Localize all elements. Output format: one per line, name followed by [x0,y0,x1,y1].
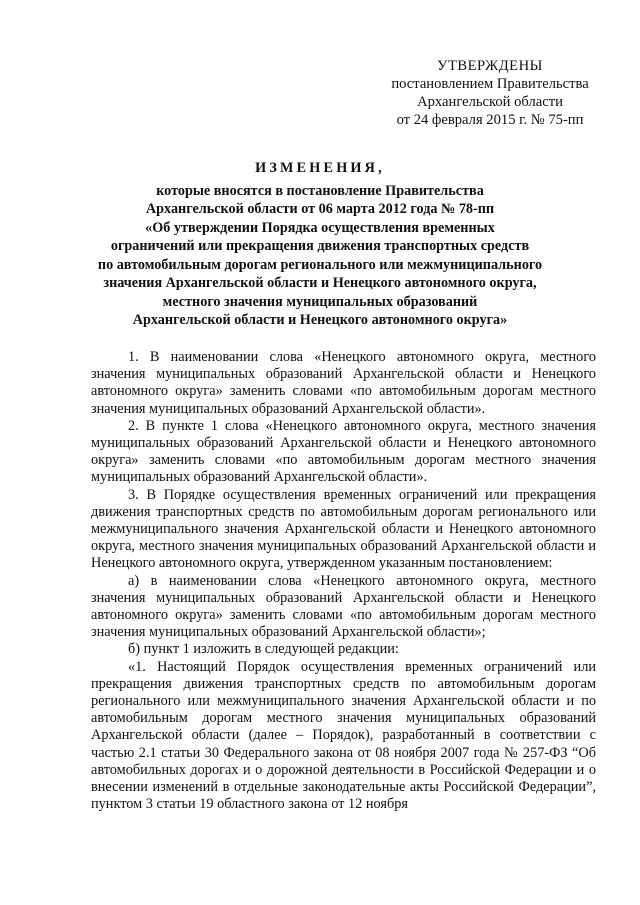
title-line: ограничений или прекращения движения транспортных средств [110,238,530,254]
paragraph-1: 1. В наименовании слова «Ненецкого автономного округа, местного значения муниципальных образований Архангельской области и Ненецкого автономного округа» заменить словами «по автомобильным дорогам местного значения муниципальных образований Архангельской области». [91,349,596,417]
paragraph-3a: а) в наименовании слова «Ненецкого автономного округа, местного значения муниципальных образований Архангельской области и Ненецкого автономного округа» заменить словами «по автомобильным дорогам местного значения муниципальных образований Архангельской области»; [91,572,596,641]
document-body [91,349,596,813]
title-line: «Об утверждении Порядка осуществления временных [145,219,495,236]
title-heading: ИЗМЕНЕНИЯ, [255,160,385,176]
title-line: Архангельской области и Ненецкого автономного округа» [132,312,508,328]
title-line: Архангельской области от 06 марта 2012 года № 78-пп [145,201,495,217]
approval-line-2: Архангельской области [417,94,563,110]
title-line: значения Архангельской области и Ненецкого автономного округа, [103,275,537,291]
paragraph-quoted-1: «1. Настоящий Порядок осуществления временных ограничений или прекращения движения транспортных средств по автомобильным дорогам регионального или межмуниципального значения Архангельской области и по автомобильным дорогам местного значения муниципальных образований Архангельской области (далее – Порядок), разработанный в соответствии с частью 2.1 статьи 30 Федерального закона от 08 ноября 2007 года № 257-ФЗ “Об автомобильных дорогах и о дорожной деятельности в Российской Федерации и о внесении изменений в отдельные законодательные акты Российской Федерации”, пунктом 3 статьи 19 областного закона от 12 ноября [91,658,596,813]
document-title [60,159,580,330]
paragraph-3b: б) пункт 1 изложить в следующей редакции: [128,641,399,658]
title-line: по автомобильным дорогам регионального или межмуниципального [97,256,543,273]
approval-line-3: от 24 февраля 2015 г. № 75-пп [396,112,584,128]
title-line: которые вносятся в постановление Правительства [156,182,484,199]
approval-heading: УТВЕРЖДЕНЫ [437,58,543,74]
approval-line-1: постановлением Правительства [391,76,589,92]
title-line: местного значения муниципальных образований [162,293,478,310]
paragraph-2: 2. В пункте 1 слова «Ненецкого автономного округа, местного значения муниципальных образований Архангельской области и Ненецкого автономного округа» заменить словами «по автомобильным дорогам местного значения муниципальных образований Архангельской области». [91,417,596,486]
paragraph-3: 3. В Порядке осуществления временных ограничений или прекращения движения транспортных средств по автомобильным дорогам регионального или межмуниципального значения Архангельской области и Ненецкого автономного округа, местного значения муниципальных образований Архангельской области и Ненецкого автономного округа, утвержденном указанным постановлением: [91,486,596,572]
approval-stamp [360,57,620,129]
